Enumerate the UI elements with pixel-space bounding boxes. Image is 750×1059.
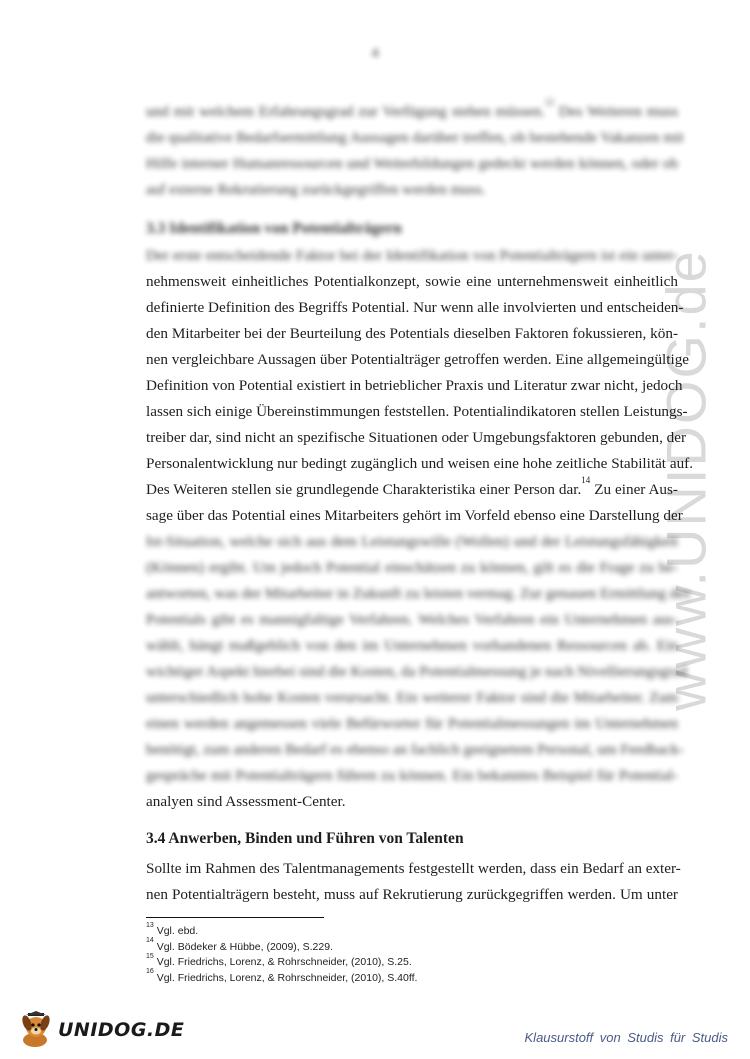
paragraph-3-3-end xyxy=(146,789,678,815)
text-line: treiber dar, sind nicht an spezifische Situationen oder Umgebungsfaktoren gebunden, der xyxy=(146,429,687,446)
text-line: nen Potentialträgern besteht, muss auf Rekrutierung zurückgegriffen werden. Um unter xyxy=(146,886,678,903)
text-line: einen werden angemessen viele Befürworter für Potentialmessungen im Unternehmen xyxy=(146,715,678,732)
logo-wordmark: UNIDOG.DE xyxy=(58,1019,185,1041)
paragraph-3-3-blurred xyxy=(146,529,691,789)
text-line: den Mitarbeiter bei der Beurteilung des Potentials dieselben Faktoren fokussieren, kön- xyxy=(146,325,678,342)
watermark: www.UNIDOG.de xyxy=(654,249,718,711)
text-line: auf externe Rekrutierung zurückgegriffen werden muss. xyxy=(146,181,486,198)
text-line: die qualitative Bedarfsermittlung Aussagen darüber treffen, ob bestehende Vakanzen mit xyxy=(146,129,684,146)
section-heading-3-4: 3.4 Anwerben, Binden und Führen von Talenten xyxy=(146,830,464,847)
footnote: $^{16}$ Vgl. Friedrichs, Lorenz, & Rohrschneider, (2010), S.40ff. xyxy=(146,968,418,984)
text-line: und mit welchem Erfahrungsgrad zur Verfügung stehen müssen.$^{12}$ Des Weiteren muss xyxy=(146,96,678,120)
section-heading-3-3: 3.3 Identifikation von Potentialträgern xyxy=(146,220,402,237)
text-line: Der erste entscheidende Faktor bei der Identifikation von Potentialträgern ist ein unter- xyxy=(146,247,678,264)
footnote: $^{14}$ Vgl. Bödeker & Hübbe, (2009), S.229. xyxy=(146,937,333,953)
text-line: (Können) ergibt. Um jedoch Potential einschätzen zu können, gilt es die Frage zu be- xyxy=(146,559,678,576)
text-line: Definition von Potential existiert in betrieblicher Praxis und Literatur zwar nicht, jedoch xyxy=(146,377,683,394)
text-line: nehmensweit einheitliches Potentialkonzept, sowie eine unternehmensweit einheitlich xyxy=(146,273,678,290)
text-line: Des Weiteren stellen sie grundlegende Charakteristika einer Person dar.$^{14}$ Zu einer Aus- xyxy=(146,474,678,498)
text-line: wählt, hängt maßgeblich von den im Unternehmen vorhandenen Ressourcen ab. Ein xyxy=(146,637,678,654)
footnote: $^{15}$ Vgl. Friedrichs, Lorenz, & Rohrschneider, (2010), S.25. xyxy=(146,952,412,968)
text-line: analyen sind Assessment-Center. xyxy=(146,793,346,810)
text-line: definierte Definition des Begriffs Potential. Nur wenn alle involvierten und entscheiden- xyxy=(146,299,684,316)
page-number: 4 xyxy=(371,46,379,61)
footnote: $^{13}$ Vgl. ebd. xyxy=(146,921,199,937)
unidog-logo[interactable] xyxy=(16,1010,184,1050)
text-line: antworten, was der Mitarbeiter in Zukunft zu leisten vermag. Zur genauen Ermittlung des xyxy=(146,585,691,602)
text-line: benötigt, zum anderen Bedarf es ebenso an fachlich geeignetem Personal, um Feedback- xyxy=(146,741,684,758)
text-line: sage über das Potential eines Mitarbeiters gehört im Vorfeld ebenso eine Darstellung der xyxy=(146,507,683,524)
text-line: gespräche mit Potentialträgern führen zu können. Ein bekanntes Beispiel für Potential- xyxy=(146,767,678,784)
dog-mascot-icon xyxy=(16,1010,56,1050)
footnote-divider xyxy=(146,917,324,918)
text-line: lassen sich einige Übereinstimmungen feststellen. Potentialindikatoren stellen Leistungs- xyxy=(146,403,688,420)
text-line: nen vergleichbare Aussagen über Potentialträger getroffen werden. Eine allgemeingültige xyxy=(146,351,690,368)
text-line: Sollte im Rahmen des Talentmanagements festgestellt werden, dass ein Bedarf an exter- xyxy=(146,860,681,877)
text-line: Hilfe interner Humanressourcen und Weiterbildungen gedeckt werden können, oder ob xyxy=(146,155,678,172)
paragraph-3-4 xyxy=(146,856,681,908)
text-line: Personalentwicklung nur bedingt zugänglich und weisen eine hohe zeitliche Stabilität auf. xyxy=(146,455,694,472)
text-line: wichtiger Aspekt hierbei sind die Kosten, da Potentialmessung je nach Nivellierungsgrad xyxy=(146,663,688,680)
text-line: Potentials gibt es mannigfaltige Verfahren. Welches Verfahren ein Unternehmen aus- xyxy=(146,611,678,628)
slogan: Klausurstoff von Studis für Studis xyxy=(524,1030,728,1045)
paragraph-intro xyxy=(146,96,684,203)
paragraph-3-3-start xyxy=(146,243,678,269)
paragraph-3-3-visible xyxy=(146,269,694,529)
text-line: unterschiedlich hohe Kosten verursacht. Ein weiterer Faktor sind die Mitarbeiter. Zum xyxy=(146,689,678,706)
text-line: Ist-Situation, welche sich aus dem Leistungswille (Wollen) und der Leistungsfähigkeit xyxy=(146,533,678,550)
footnotes xyxy=(146,921,418,986)
